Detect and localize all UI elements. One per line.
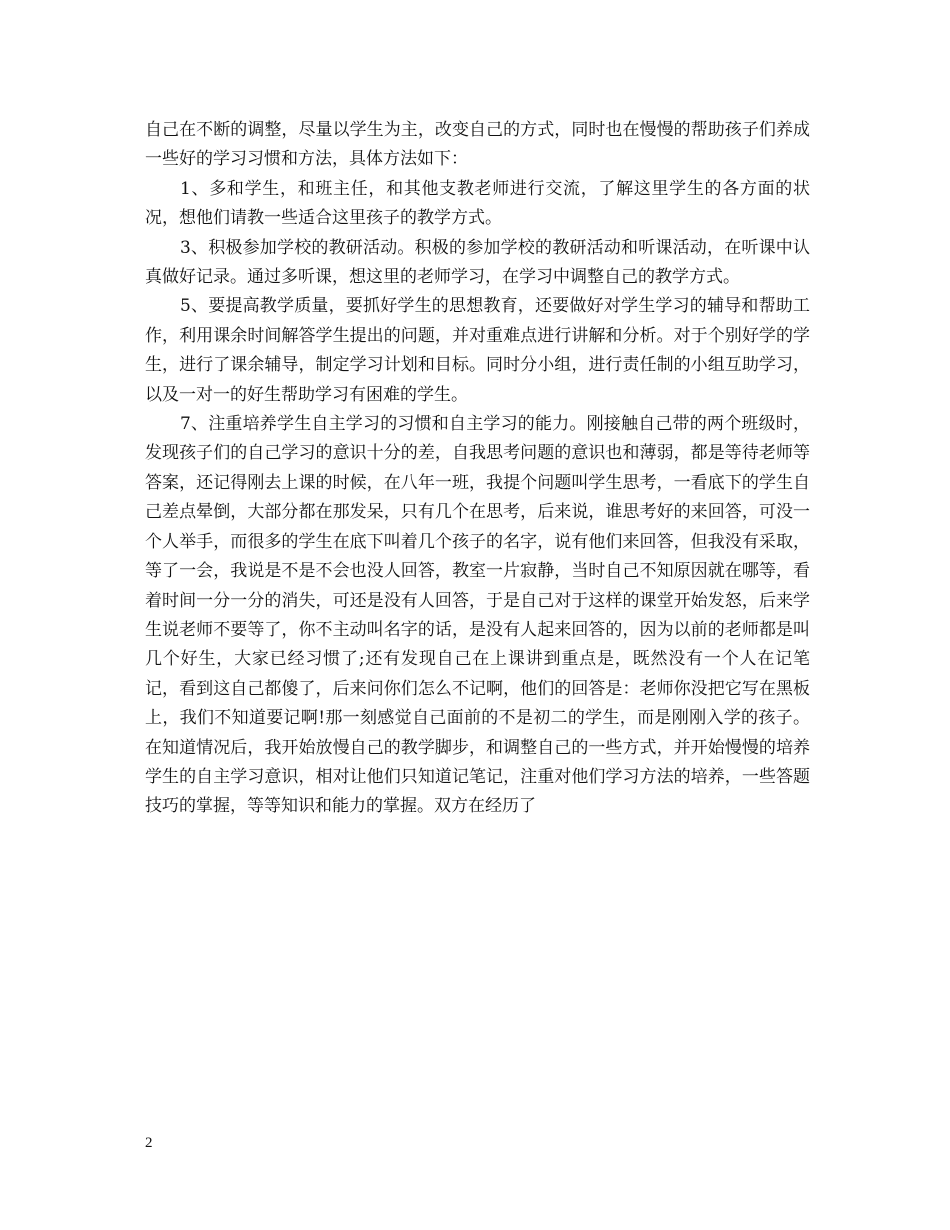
paragraph: 5、要提高教学质量，要抓好学生的思想教育，还要做好对学生学习的辅导和帮助工作，利用课余时间解答学生提出的问题，并对重难点进行讲解和分析。对于个别好学的学生，进行了课余辅导，制定学习计划和目标。同时分小组，进行责任制的小组互助学习，以及一对一的好生帮助学习有困难的学生。 xyxy=(145,296,810,405)
paragraph: 自己在不断的调整，尽量以学生为主，改变自己的方式，同时也在慢慢的帮助孩子们养成一些好的学习习惯和方法，具体方法如下： xyxy=(145,120,810,170)
paragraph: 1、多和学生，和班主任，和其他支教老师进行交流，了解这里学生的各方面的状况，想他们请教一些适合这里孩子的教学方式。 xyxy=(145,178,810,229)
body-text xyxy=(145,116,810,822)
paragraph: 3、积极参加学校的教研活动。积极的参加学校的教研活动和听课活动，在听课中认真做好记录。通过多听课，想这里的老师学习，在学习中调整自己的教学方式。 xyxy=(145,237,810,288)
paragraph: 7、注重培养学生自主学习的习惯和自主学习的能力。刚接触自己带的两个班级时，发现孩子们的自己学习的意识十分的差，自我思考问题的意识也和薄弱，都是等待老师等答案，还记得刚去上课的时候，在八年一班，我提个问题叫学生思考，一看底下的学生自己差点晕倒，大部分都在那发呆，只有几个在思考，后来说，谁思考好的来回答，可没一个人举手，而很多的学生在底下叫着几个孩子的名字，说有他们来回答，但我没有采取，等了一会，我说是不是不会也没人回答，教室一片寂静，当时自己不知原因就在哪等，看着时间一分一分的消失，可还是没有人回答，于是自己对于这样的课堂开始发怒，后来学生说老师不要等了，你不主动叫名字的话，是没有人起来回答的，因为以前的老师都是叫几个好生，大家已经习惯了;还有发现自己在上课讲到重点是，既然没有一个人在记笔记，看到这自己都傻了，后来问你们怎么不记啊，他们的回答是：老师你没把它写在黑板上，我们不知道要记啊!那一刻感觉自己面前的不是初二的学生，而是刚刚入学的孩子。在知道情况后，我开始放慢自己的教学脚步，和调整自己的一些方式，并开始慢慢的培养学生的自主学习意识，相对让他们只知道记笔记，注重对他们学习方法的培养，一些答题技巧的掌握，等等知识和能力的掌握。双方在经历了 xyxy=(145,414,810,817)
page-number: 2 xyxy=(145,1135,153,1151)
